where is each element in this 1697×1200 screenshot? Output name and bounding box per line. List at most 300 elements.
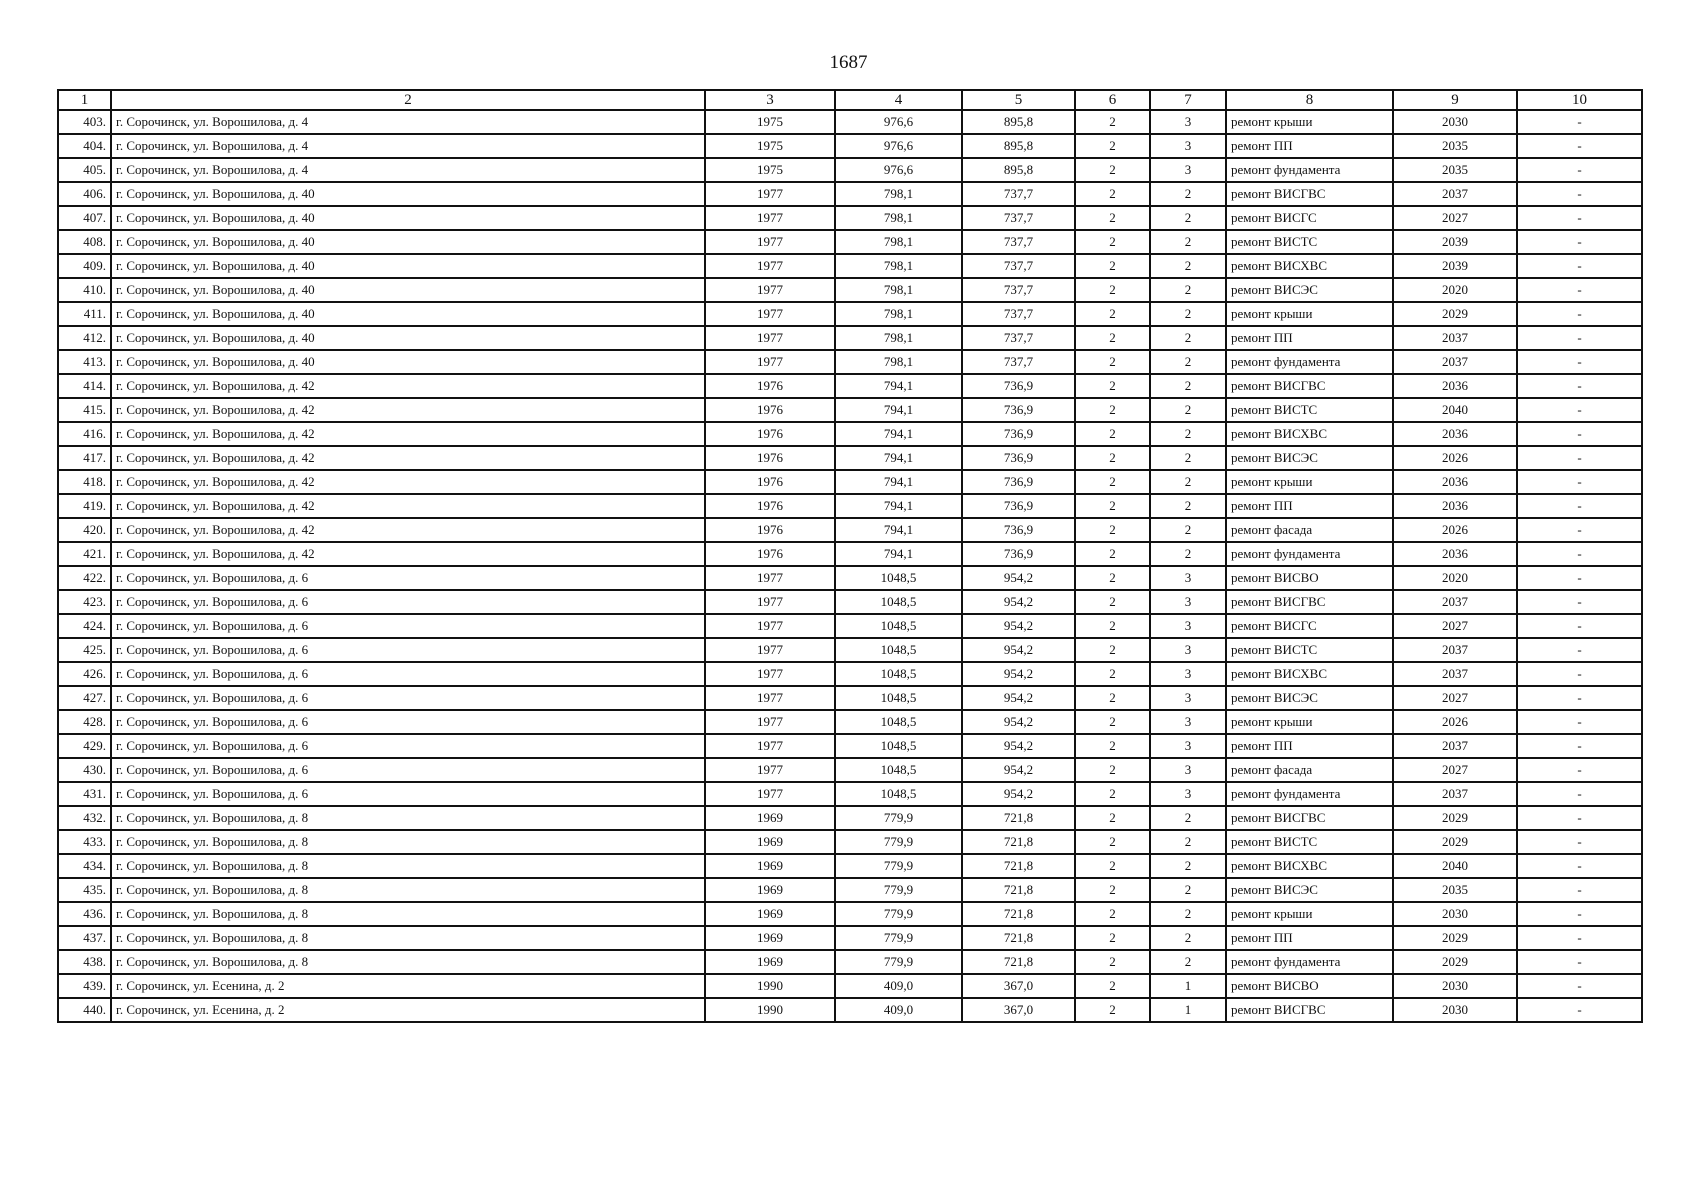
cell-planned-year: 2029 [1393,926,1517,950]
cell-total-area: 1048,5 [835,566,962,590]
cell-planned-year: 2036 [1393,422,1517,446]
cell-year-built: 1977 [705,566,835,590]
table-row [58,638,1642,662]
table-row [58,998,1642,1022]
table-header-row [58,90,1642,110]
cell-planned-year: 2027 [1393,686,1517,710]
cell-year-built: 1977 [705,782,835,806]
cell-entrances: 2 [1150,806,1226,830]
cell-work-type: ремонт ВИСВО [1226,566,1393,590]
cell-year-built: 1975 [705,158,835,182]
cell-living-area: 895,8 [962,158,1075,182]
cell-planned-year: 2039 [1393,254,1517,278]
cell-living-area: 737,7 [962,302,1075,326]
cell-living-area: 721,8 [962,806,1075,830]
cell-row-number: 439. [58,974,111,998]
cell-entrances: 3 [1150,710,1226,734]
table-row [58,902,1642,926]
cell-year-built: 1976 [705,542,835,566]
cell-floors: 2 [1075,974,1150,998]
cell-living-area: 895,8 [962,110,1075,134]
cell-planned-year: 2037 [1393,734,1517,758]
cell-living-area: 954,2 [962,638,1075,662]
cell-total-area: 794,1 [835,542,962,566]
table-row [58,614,1642,638]
cell-entrances: 2 [1150,518,1226,542]
cell-row-number: 428. [58,710,111,734]
cell-work-type: ремонт ВИСГС [1226,206,1393,230]
cell-living-area: 736,9 [962,422,1075,446]
cell-total-area: 794,1 [835,398,962,422]
cell-address: г. Сорочинск, ул. Ворошилова, д. 40 [111,254,705,278]
cell-row-number: 406. [58,182,111,206]
cell-note: - [1517,590,1642,614]
cell-entrances: 1 [1150,974,1226,998]
table-row [58,734,1642,758]
cell-entrances: 2 [1150,230,1226,254]
cell-address: г. Сорочинск, ул. Ворошилова, д. 8 [111,950,705,974]
cell-total-area: 1048,5 [835,662,962,686]
cell-work-type: ремонт ВИСЭС [1226,446,1393,470]
cell-floors: 2 [1075,230,1150,254]
cell-address: г. Сорочинск, ул. Есенина, д. 2 [111,998,705,1022]
cell-row-number: 410. [58,278,111,302]
table-row [58,398,1642,422]
cell-entrances: 2 [1150,950,1226,974]
cell-row-number: 422. [58,566,111,590]
cell-floors: 2 [1075,662,1150,686]
cell-planned-year: 2037 [1393,182,1517,206]
cell-floors: 2 [1075,926,1150,950]
table-row [58,182,1642,206]
cell-year-built: 1976 [705,446,835,470]
cell-total-area: 779,9 [835,950,962,974]
cell-floors: 2 [1075,998,1150,1022]
cell-work-type: ремонт крыши [1226,302,1393,326]
cell-living-area: 736,9 [962,470,1075,494]
cell-floors: 2 [1075,734,1150,758]
cell-planned-year: 2030 [1393,974,1517,998]
cell-work-type: ремонт фундамента [1226,542,1393,566]
cell-total-area: 1048,5 [835,638,962,662]
cell-address: г. Сорочинск, ул. Ворошилова, д. 42 [111,398,705,422]
cell-entrances: 3 [1150,158,1226,182]
cell-planned-year: 2035 [1393,134,1517,158]
cell-living-area: 721,8 [962,854,1075,878]
cell-entrances: 3 [1150,566,1226,590]
cell-living-area: 895,8 [962,134,1075,158]
cell-work-type: ремонт ВИСТС [1226,638,1393,662]
cell-planned-year: 2029 [1393,830,1517,854]
table-row [58,758,1642,782]
cell-floors: 2 [1075,206,1150,230]
cell-year-built: 1977 [705,206,835,230]
cell-entrances: 2 [1150,278,1226,302]
cell-entrances: 3 [1150,734,1226,758]
cell-entrances: 3 [1150,638,1226,662]
cell-living-area: 721,8 [962,950,1075,974]
cell-work-type: ремонт ВИСХВС [1226,422,1393,446]
table-row [58,326,1642,350]
cell-row-number: 414. [58,374,111,398]
cell-living-area: 736,9 [962,542,1075,566]
cell-year-built: 1969 [705,878,835,902]
cell-row-number: 432. [58,806,111,830]
cell-row-number: 434. [58,854,111,878]
cell-entrances: 2 [1150,446,1226,470]
cell-address: г. Сорочинск, ул. Ворошилова, д. 6 [111,638,705,662]
table-row [58,686,1642,710]
cell-floors: 2 [1075,758,1150,782]
cell-planned-year: 2030 [1393,998,1517,1022]
table-body [58,110,1642,1022]
cell-address: г. Сорочинск, ул. Ворошилова, д. 42 [111,518,705,542]
cell-work-type: ремонт крыши [1226,902,1393,926]
cell-row-number: 440. [58,998,111,1022]
cell-year-built: 1977 [705,302,835,326]
table-row [58,446,1642,470]
cell-planned-year: 2037 [1393,350,1517,374]
cell-work-type: ремонт ВИСГВС [1226,374,1393,398]
cell-floors: 2 [1075,542,1150,566]
table-row [58,590,1642,614]
table-row [58,710,1642,734]
cell-work-type: ремонт ПП [1226,494,1393,518]
cell-note: - [1517,902,1642,926]
cell-total-area: 798,1 [835,350,962,374]
cell-row-number: 429. [58,734,111,758]
table-row [58,470,1642,494]
column-header: 7 [1150,90,1226,110]
column-header: 9 [1393,90,1517,110]
table-row [58,422,1642,446]
cell-floors: 2 [1075,422,1150,446]
cell-address: г. Сорочинск, ул. Ворошилова, д. 42 [111,494,705,518]
cell-living-area: 954,2 [962,734,1075,758]
cell-planned-year: 2030 [1393,902,1517,926]
cell-living-area: 954,2 [962,710,1075,734]
cell-year-built: 1977 [705,710,835,734]
cell-year-built: 1977 [705,662,835,686]
cell-address: г. Сорочинск, ул. Ворошилова, д. 4 [111,110,705,134]
cell-living-area: 954,2 [962,566,1075,590]
cell-planned-year: 2029 [1393,806,1517,830]
cell-year-built: 1976 [705,494,835,518]
cell-total-area: 1048,5 [835,590,962,614]
cell-year-built: 1975 [705,110,835,134]
cell-address: г. Сорочинск, ул. Ворошилова, д. 40 [111,326,705,350]
cell-floors: 2 [1075,686,1150,710]
cell-work-type: ремонт ВИСХВС [1226,254,1393,278]
cell-planned-year: 2035 [1393,878,1517,902]
column-header: 8 [1226,90,1393,110]
cell-work-type: ремонт ВИСВО [1226,974,1393,998]
cell-address: г. Сорочинск, ул. Ворошилова, д. 8 [111,902,705,926]
cell-year-built: 1976 [705,518,835,542]
cell-total-area: 798,1 [835,230,962,254]
cell-work-type: ремонт ПП [1226,134,1393,158]
cell-living-area: 721,8 [962,902,1075,926]
cell-planned-year: 2029 [1393,302,1517,326]
cell-year-built: 1969 [705,926,835,950]
cell-note: - [1517,878,1642,902]
cell-note: - [1517,110,1642,134]
cell-row-number: 423. [58,590,111,614]
cell-work-type: ремонт фундамента [1226,950,1393,974]
cell-entrances: 3 [1150,614,1226,638]
cell-planned-year: 2030 [1393,110,1517,134]
cell-floors: 2 [1075,494,1150,518]
table-row [58,926,1642,950]
cell-note: - [1517,470,1642,494]
cell-living-area: 736,9 [962,494,1075,518]
cell-year-built: 1977 [705,326,835,350]
cell-total-area: 409,0 [835,998,962,1022]
cell-work-type: ремонт ВИСЭС [1226,686,1393,710]
cell-address: г. Сорочинск, ул. Ворошилова, д. 42 [111,422,705,446]
cell-planned-year: 2027 [1393,206,1517,230]
cell-note: - [1517,638,1642,662]
table-row [58,518,1642,542]
cell-total-area: 779,9 [835,878,962,902]
cell-floors: 2 [1075,134,1150,158]
cell-row-number: 435. [58,878,111,902]
page-number: 1687 [829,52,868,73]
cell-row-number: 404. [58,134,111,158]
cell-work-type: ремонт ВИСТС [1226,830,1393,854]
cell-total-area: 779,9 [835,926,962,950]
cell-note: - [1517,926,1642,950]
cell-year-built: 1977 [705,254,835,278]
cell-floors: 2 [1075,854,1150,878]
cell-work-type: ремонт фасада [1226,758,1393,782]
cell-living-area: 737,7 [962,230,1075,254]
cell-year-built: 1977 [705,182,835,206]
cell-floors: 2 [1075,806,1150,830]
cell-note: - [1517,350,1642,374]
cell-row-number: 436. [58,902,111,926]
cell-living-area: 367,0 [962,998,1075,1022]
cell-row-number: 412. [58,326,111,350]
cell-total-area: 409,0 [835,974,962,998]
cell-work-type: ремонт фасада [1226,518,1393,542]
cell-living-area: 954,2 [962,782,1075,806]
cell-note: - [1517,206,1642,230]
cell-entrances: 2 [1150,926,1226,950]
cell-living-area: 954,2 [962,758,1075,782]
table-row [58,350,1642,374]
cell-note: - [1517,518,1642,542]
cell-planned-year: 2020 [1393,566,1517,590]
cell-living-area: 954,2 [962,686,1075,710]
cell-work-type: ремонт ВИСХВС [1226,854,1393,878]
cell-floors: 2 [1075,590,1150,614]
cell-row-number: 438. [58,950,111,974]
cell-entrances: 2 [1150,254,1226,278]
repair-schedule-table [57,89,1643,1023]
cell-entrances: 3 [1150,758,1226,782]
cell-address: г. Сорочинск, ул. Есенина, д. 2 [111,974,705,998]
cell-entrances: 2 [1150,374,1226,398]
cell-entrances: 2 [1150,350,1226,374]
cell-entrances: 2 [1150,470,1226,494]
cell-total-area: 779,9 [835,806,962,830]
table-row [58,662,1642,686]
cell-entrances: 2 [1150,494,1226,518]
cell-address: г. Сорочинск, ул. Ворошилова, д. 42 [111,374,705,398]
cell-year-built: 1969 [705,830,835,854]
table-row [58,254,1642,278]
cell-entrances: 3 [1150,134,1226,158]
cell-address: г. Сорочинск, ул. Ворошилова, д. 6 [111,566,705,590]
cell-note: - [1517,134,1642,158]
column-header: 4 [835,90,962,110]
cell-entrances: 2 [1150,422,1226,446]
cell-planned-year: 2036 [1393,494,1517,518]
table-row [58,830,1642,854]
cell-address: г. Сорочинск, ул. Ворошилова, д. 40 [111,302,705,326]
cell-note: - [1517,734,1642,758]
cell-total-area: 798,1 [835,182,962,206]
table-row [58,134,1642,158]
cell-total-area: 794,1 [835,374,962,398]
cell-entrances: 2 [1150,854,1226,878]
cell-address: г. Сорочинск, ул. Ворошилова, д. 40 [111,350,705,374]
cell-work-type: ремонт ВИСГВС [1226,590,1393,614]
table-row [58,494,1642,518]
cell-work-type: ремонт ВИСГВС [1226,182,1393,206]
cell-planned-year: 2040 [1393,398,1517,422]
cell-work-type: ремонт ВИСГС [1226,614,1393,638]
cell-row-number: 420. [58,518,111,542]
cell-note: - [1517,230,1642,254]
cell-planned-year: 2040 [1393,854,1517,878]
cell-total-area: 779,9 [835,902,962,926]
table-row [58,974,1642,998]
cell-address: г. Сорочинск, ул. Ворошилова, д. 6 [111,734,705,758]
cell-living-area: 736,9 [962,446,1075,470]
cell-planned-year: 2027 [1393,758,1517,782]
cell-planned-year: 2039 [1393,230,1517,254]
cell-work-type: ремонт ПП [1226,326,1393,350]
cell-living-area: 736,9 [962,374,1075,398]
cell-address: г. Сорочинск, ул. Ворошилова, д. 6 [111,782,705,806]
cell-row-number: 415. [58,398,111,422]
cell-work-type: ремонт крыши [1226,710,1393,734]
cell-year-built: 1976 [705,374,835,398]
cell-entrances: 1 [1150,998,1226,1022]
cell-floors: 2 [1075,254,1150,278]
cell-address: г. Сорочинск, ул. Ворошилова, д. 4 [111,158,705,182]
cell-row-number: 437. [58,926,111,950]
column-header: 5 [962,90,1075,110]
table-row [58,542,1642,566]
cell-living-area: 721,8 [962,878,1075,902]
cell-floors: 2 [1075,782,1150,806]
cell-living-area: 737,7 [962,350,1075,374]
table-row [58,374,1642,398]
cell-row-number: 413. [58,350,111,374]
table-row [58,158,1642,182]
cell-living-area: 737,7 [962,254,1075,278]
cell-living-area: 367,0 [962,974,1075,998]
cell-total-area: 976,6 [835,110,962,134]
cell-note: - [1517,782,1642,806]
cell-year-built: 1990 [705,974,835,998]
cell-entrances: 3 [1150,782,1226,806]
cell-address: г. Сорочинск, ул. Ворошилова, д. 42 [111,470,705,494]
cell-address: г. Сорочинск, ул. Ворошилова, д. 6 [111,686,705,710]
cell-row-number: 405. [58,158,111,182]
cell-total-area: 1048,5 [835,710,962,734]
cell-note: - [1517,326,1642,350]
cell-year-built: 1976 [705,398,835,422]
cell-entrances: 2 [1150,302,1226,326]
cell-floors: 2 [1075,374,1150,398]
cell-entrances: 2 [1150,206,1226,230]
cell-year-built: 1969 [705,950,835,974]
cell-year-built: 1977 [705,614,835,638]
cell-total-area: 779,9 [835,854,962,878]
cell-total-area: 1048,5 [835,734,962,758]
cell-total-area: 976,6 [835,158,962,182]
cell-total-area: 1048,5 [835,686,962,710]
cell-year-built: 1976 [705,422,835,446]
cell-floors: 2 [1075,446,1150,470]
cell-work-type: ремонт фундамента [1226,782,1393,806]
cell-year-built: 1977 [705,278,835,302]
table-row [58,206,1642,230]
table-row [58,566,1642,590]
cell-year-built: 1969 [705,806,835,830]
cell-note: - [1517,398,1642,422]
cell-planned-year: 2037 [1393,590,1517,614]
cell-address: г. Сорочинск, ул. Ворошилова, д. 8 [111,854,705,878]
cell-entrances: 2 [1150,830,1226,854]
cell-floors: 2 [1075,518,1150,542]
cell-address: г. Сорочинск, ул. Ворошилова, д. 40 [111,278,705,302]
cell-work-type: ремонт ВИСГВС [1226,998,1393,1022]
cell-row-number: 427. [58,686,111,710]
table-row [58,302,1642,326]
cell-row-number: 417. [58,446,111,470]
cell-year-built: 1969 [705,902,835,926]
cell-entrances: 2 [1150,542,1226,566]
table-row [58,278,1642,302]
cell-living-area: 954,2 [962,614,1075,638]
cell-address: г. Сорочинск, ул. Ворошилова, д. 6 [111,662,705,686]
cell-work-type: ремонт ВИСГВС [1226,806,1393,830]
cell-living-area: 737,7 [962,278,1075,302]
cell-floors: 2 [1075,566,1150,590]
cell-floors: 2 [1075,110,1150,134]
cell-planned-year: 2026 [1393,710,1517,734]
cell-address: г. Сорочинск, ул. Ворошилова, д. 6 [111,590,705,614]
cell-floors: 2 [1075,902,1150,926]
cell-year-built: 1977 [705,734,835,758]
column-header: 10 [1517,90,1642,110]
cell-planned-year: 2036 [1393,374,1517,398]
cell-address: г. Сорочинск, ул. Ворошилова, д. 42 [111,446,705,470]
cell-total-area: 794,1 [835,518,962,542]
column-header: 2 [111,90,705,110]
cell-floors: 2 [1075,182,1150,206]
column-header: 6 [1075,90,1150,110]
cell-row-number: 416. [58,422,111,446]
cell-note: - [1517,806,1642,830]
cell-entrances: 2 [1150,326,1226,350]
cell-year-built: 1977 [705,230,835,254]
